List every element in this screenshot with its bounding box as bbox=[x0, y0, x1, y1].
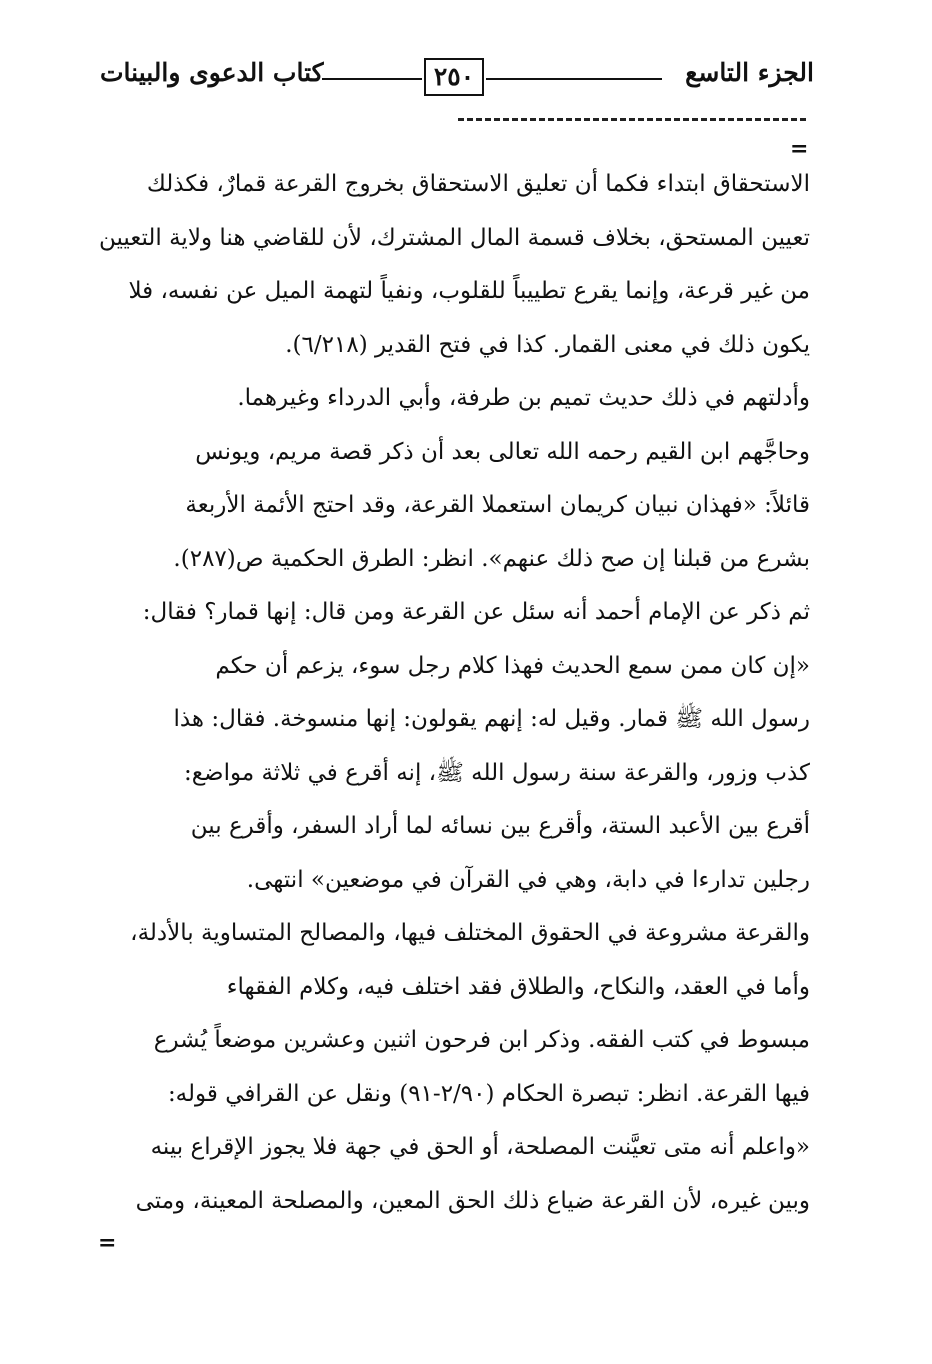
text-line: قائلاً: «فهذان نبيان كريمان استعملا القرعة، وقد احتج الأئمة الأربعة bbox=[185, 492, 810, 518]
text-line: فيها القرعة. انظر: تبصرة الحكام (٢/٩٠-٩١) ونقل عن القرافي قوله: bbox=[167, 1080, 810, 1107]
footnote-body bbox=[98, 158, 810, 1228]
text-line: أقرع بين الأعبد الستة، وأقرع بين نسائه لما أراد السفر، وأقرع بين bbox=[190, 813, 810, 839]
text-line: ثم ذكر عن الإمام أحمد أنه سئل عن القرعة ومن قال: إنها قمار؟ فقال: bbox=[142, 599, 810, 625]
text-line: رسول الله ﷺ قمار. وقيل له: إنهم يقولون: إنها منسوخة. فقال: هذا bbox=[173, 706, 810, 732]
part-title: الجزء التاسع bbox=[685, 58, 814, 87]
text-line: مبسوط في كتب الفقه. وذكر ابن فرحون اثنين وعشرين موضعاً يُشرع bbox=[153, 1027, 810, 1053]
continuation-mark-bottom: = bbox=[98, 1230, 117, 1256]
text-line: وأما في العقد، والنكاح، والطلاق فقد اختلف فيه، وكلام الفقهاء bbox=[226, 973, 810, 1000]
header-dashed-divider bbox=[458, 118, 806, 121]
text-line: رجلين تدارءا في دابة، وهي في القرآن في موضعين» انتهى. bbox=[246, 866, 810, 893]
text-line: وبين غيره، لأن القرعة ضياع ذلك الحق المعين، والمصلحة المعينة، ومتى bbox=[135, 1187, 810, 1214]
text-line: وأدلتهم في ذلك حديث تميم بن طرفة، وأبي الدرداء وغيرهما. bbox=[237, 385, 810, 411]
text-line: كذب وزور، والقرعة سنة رسول الله ﷺ، إنه أقرع في ثلاثة مواضع: bbox=[184, 759, 810, 786]
header-rule-left bbox=[322, 78, 422, 80]
text-line: بشرع من قبلنا إن صح ذلك عنهم». انظر: الطرق الحكمية ص(٢٨٧). bbox=[173, 545, 810, 572]
text-line: من غير قرعة، وإنما يقرع تطييباً للقلوب، ونفياً لتهمة الميل عن نفسه، فلا bbox=[128, 278, 810, 304]
text-line: يكون ذلك في معنى القمار. كذا في فتح القدير (٦/٢١٨). bbox=[285, 331, 810, 358]
book-title: كتاب الدعوى والبينات bbox=[100, 58, 324, 87]
text-line: «واعلم أنه متى تعيَّنت المصلحة، أو الحق في جهة فلا يجوز الإقراع بينه bbox=[150, 1134, 810, 1160]
header-rule-right bbox=[486, 78, 662, 80]
text-line: والقرعة مشروعة في الحقوق المختلف فيها، والمصالح المتساوية بالأدلة، bbox=[130, 920, 810, 946]
text-line: وحاجَّهم ابن القيم رحمه الله تعالى بعد أن ذكر قصة مريم، ويونس bbox=[195, 438, 810, 465]
text-line: «إن كان ممن سمع الحديث فهذا كلام رجل سوء، يزعم أن حكم bbox=[215, 652, 810, 679]
text-line: الاستحقاق ابتداء فكما أن تعليق الاستحقاق بخروج القرعة قمارٌ، فكذلك bbox=[146, 171, 810, 197]
text-line: تعيين المستحق، بخلاف قسمة المال المشترك، لأن للقاضي هنا ولاية التعيين bbox=[98, 224, 810, 251]
continuation-mark-top: = bbox=[790, 136, 809, 162]
page-number: ٢٥٠ bbox=[424, 58, 484, 96]
